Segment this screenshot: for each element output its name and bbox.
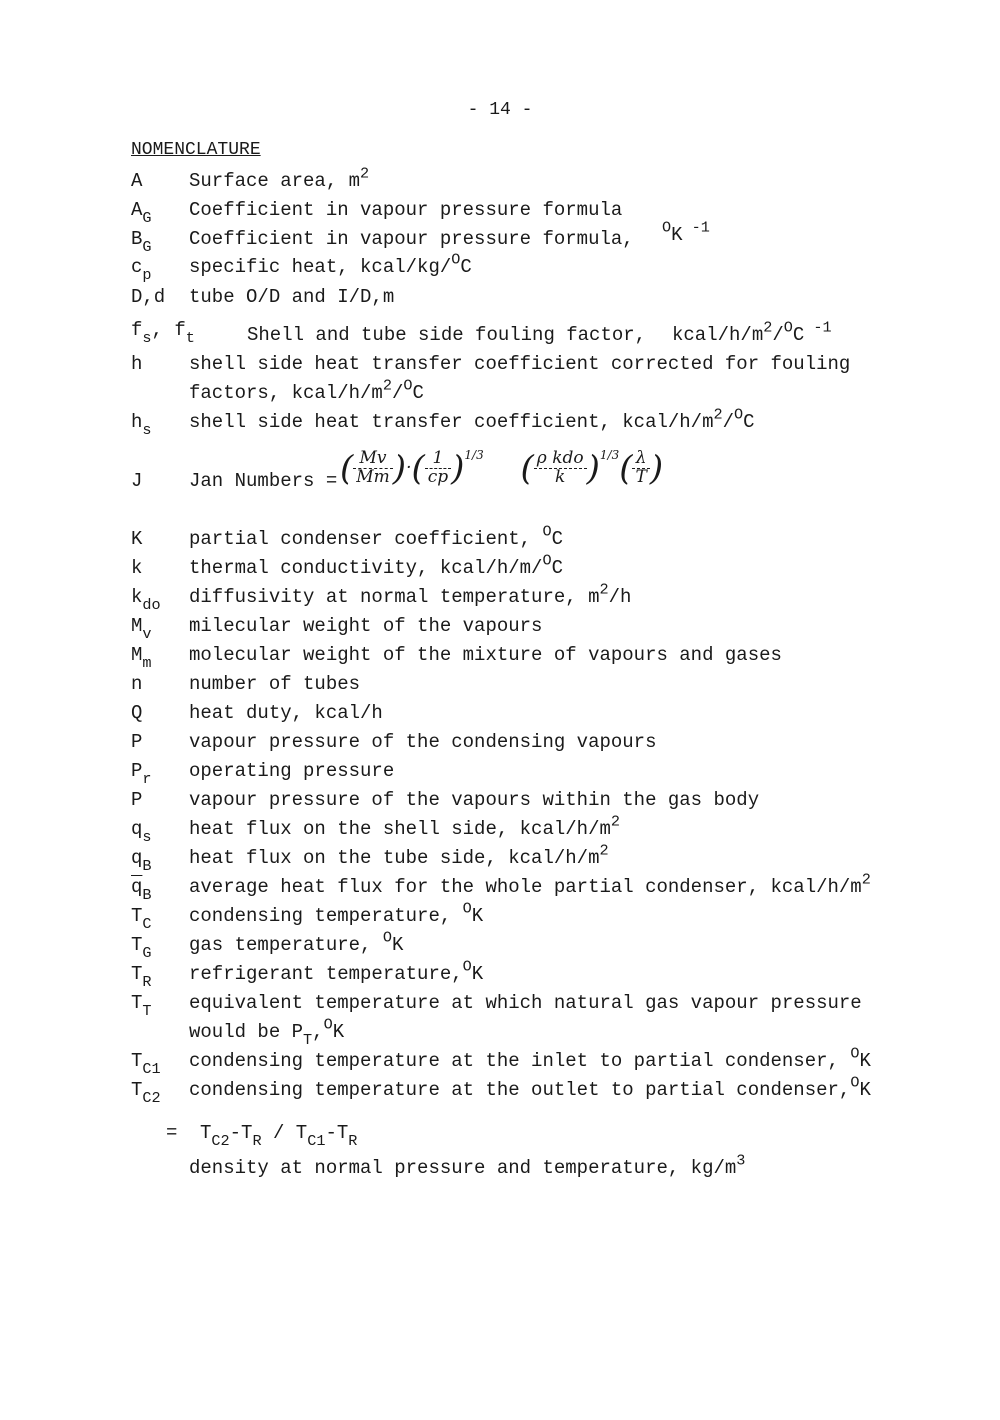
symbol-TG: $T_G$ (131, 934, 152, 962)
definition-Mm: molecular weight of the mixture of vapours and gases (189, 644, 782, 666)
definition-TC2: condensing temperature at the outlet to partial condenser,$^O$K (189, 1073, 871, 1101)
symbol-TC: $T_C$ (131, 905, 152, 933)
definition-fs-ft: Shell and tube side fouling factor, (247, 324, 647, 346)
definition-qB: heat flux on the tube side, kcal/$h/m^2$ (189, 841, 609, 869)
definition-density: density at normal pressure and temperature, $kg/m^3$ (189, 1151, 746, 1179)
definition-J: Jan Numbers = (189, 470, 338, 492)
temperature-ratio-expression: $T_{C2}-T_R / T_{C1}-T_R$ (200, 1122, 358, 1150)
definition-hs: shell side heat transfer coefficient, kcal/$h/m^2/^OC$ (189, 405, 755, 433)
unit-fs-ft: kcal/$h/m^2/^OC$ $^{-1}$ (672, 318, 832, 346)
definition-h: shell side heat transfer coefficient corrected for fouling (189, 353, 851, 375)
definition-TC: condensing temperature, $^O$K (189, 899, 484, 927)
symbol-h: h (131, 353, 143, 375)
symbol-P-gas: P (131, 789, 143, 811)
symbol-Q: Q (131, 702, 143, 724)
definition-TC1: condensing temperature at the inlet to partial condenser, $^O$K (189, 1044, 871, 1072)
definition-TR: refrigerant temperature,$^O$K (189, 957, 484, 985)
symbol-Dd: D,d (131, 286, 166, 308)
symbol-TC2: $T_{C2}$ (131, 1079, 161, 1107)
symbol-qs: $q_s$ (131, 818, 152, 846)
fraction-rho-kdo-k: $\frac{\text{ρ kdo}}{k}$ (534, 450, 587, 487)
symbol-J: J (131, 470, 143, 492)
definition-cp: specific heat, kcal/kg/$^O$C (189, 250, 472, 278)
definition-qB-bar: average heat flux for the whole partial condenser, kcal/$h/m^2$ (189, 870, 871, 898)
definition-P: vapour pressure of the condensing vapours (189, 731, 657, 753)
unit-BG: $^O$K $^{-1}$ (662, 218, 710, 246)
symbol-kdo: $k_{do}$ (131, 586, 161, 614)
definition-k: thermal conductivity, kcal/h/m/$^O$C (189, 551, 563, 579)
symbol-k: k (131, 557, 143, 579)
symbol-Mv: $M_v$ (131, 615, 152, 643)
symbol-AG: $A_G$ (131, 199, 152, 227)
page-heading: NOMENCLATURE (131, 140, 261, 160)
symbol-hs: $h_s$ (131, 411, 152, 439)
definition-Pr: operating pressure (189, 760, 395, 782)
definition-h-cont: factors, kcal/$h/m^2/^OC$ (189, 376, 424, 404)
definition-kdo: diffusivity at normal temperature, $m^2/h$ (189, 580, 632, 608)
definition-Q: heat duty, kcal/h (189, 702, 383, 724)
symbol-Mm: $M_m$ (131, 644, 152, 672)
definition-TG: gas temperature, $^O$K (189, 928, 404, 956)
fraction-1-cp: $\frac{1}{cp}$ (425, 450, 451, 487)
symbol-qB-bar: $\overline{q}_B$ (131, 876, 152, 904)
definition-AG: Coefficient in vapour pressure formula (189, 199, 623, 221)
symbol-P: P (131, 731, 143, 753)
symbol-BG: $B_G$ (131, 228, 152, 256)
definition-Dd: tube O/D and I/D,m (189, 286, 395, 308)
symbol-fs-ft: $f_s$, $f_t$ (131, 319, 195, 347)
definition-n: number of tubes (189, 673, 361, 695)
page-number: - 14 - (467, 100, 533, 120)
fraction-mv-mm: $\frac{Mv}{Mm}$ (353, 450, 393, 487)
definition-A: Surface area, $m^2$ (189, 164, 370, 192)
definition-Mv: milecular weight of the vapours (189, 615, 543, 637)
jan-number-formula: ( $\frac{Mv}{Mm}$ )·( $\frac{1}{cp}$ )$^{1/3}$ ( $\frac{\text{ρ kdo}}{k}$ )$^{1/3}$( $\frac{\lambda}{T}$ ) (340, 448, 664, 489)
definition-BG: Coefficient in vapour pressure formula, (189, 228, 634, 250)
definition-P-gas: vapour pressure of the vapours within the gas body (189, 789, 760, 811)
definition-qs: heat flux on the shell side, kcal/$h/m^2$ (189, 812, 620, 840)
symbol-TC1: $T_{C1}$ (131, 1050, 161, 1078)
ratio-equals-sign: = (166, 1122, 178, 1144)
symbol-n: n (131, 673, 143, 695)
symbol-Pr: $P_r$ (131, 760, 152, 788)
fraction-lambda-t: $\frac{\lambda}{T}$ (632, 450, 649, 487)
symbol-A: A (131, 170, 143, 192)
symbol-TR: $T_R$ (131, 963, 152, 991)
definition-TT-cont: would be $P_T,^OK$ (189, 1015, 345, 1049)
definition-TT: equivalent temperature at which natural gas vapour pressure (189, 992, 862, 1014)
definition-K: partial condenser coefficient, $^O$C (189, 522, 563, 550)
symbol-TT: $T_T$ (131, 992, 152, 1020)
symbol-qB: $q_B$ (131, 847, 152, 875)
symbol-K: K (131, 528, 143, 550)
symbol-cp: $c_p$ (131, 256, 152, 284)
